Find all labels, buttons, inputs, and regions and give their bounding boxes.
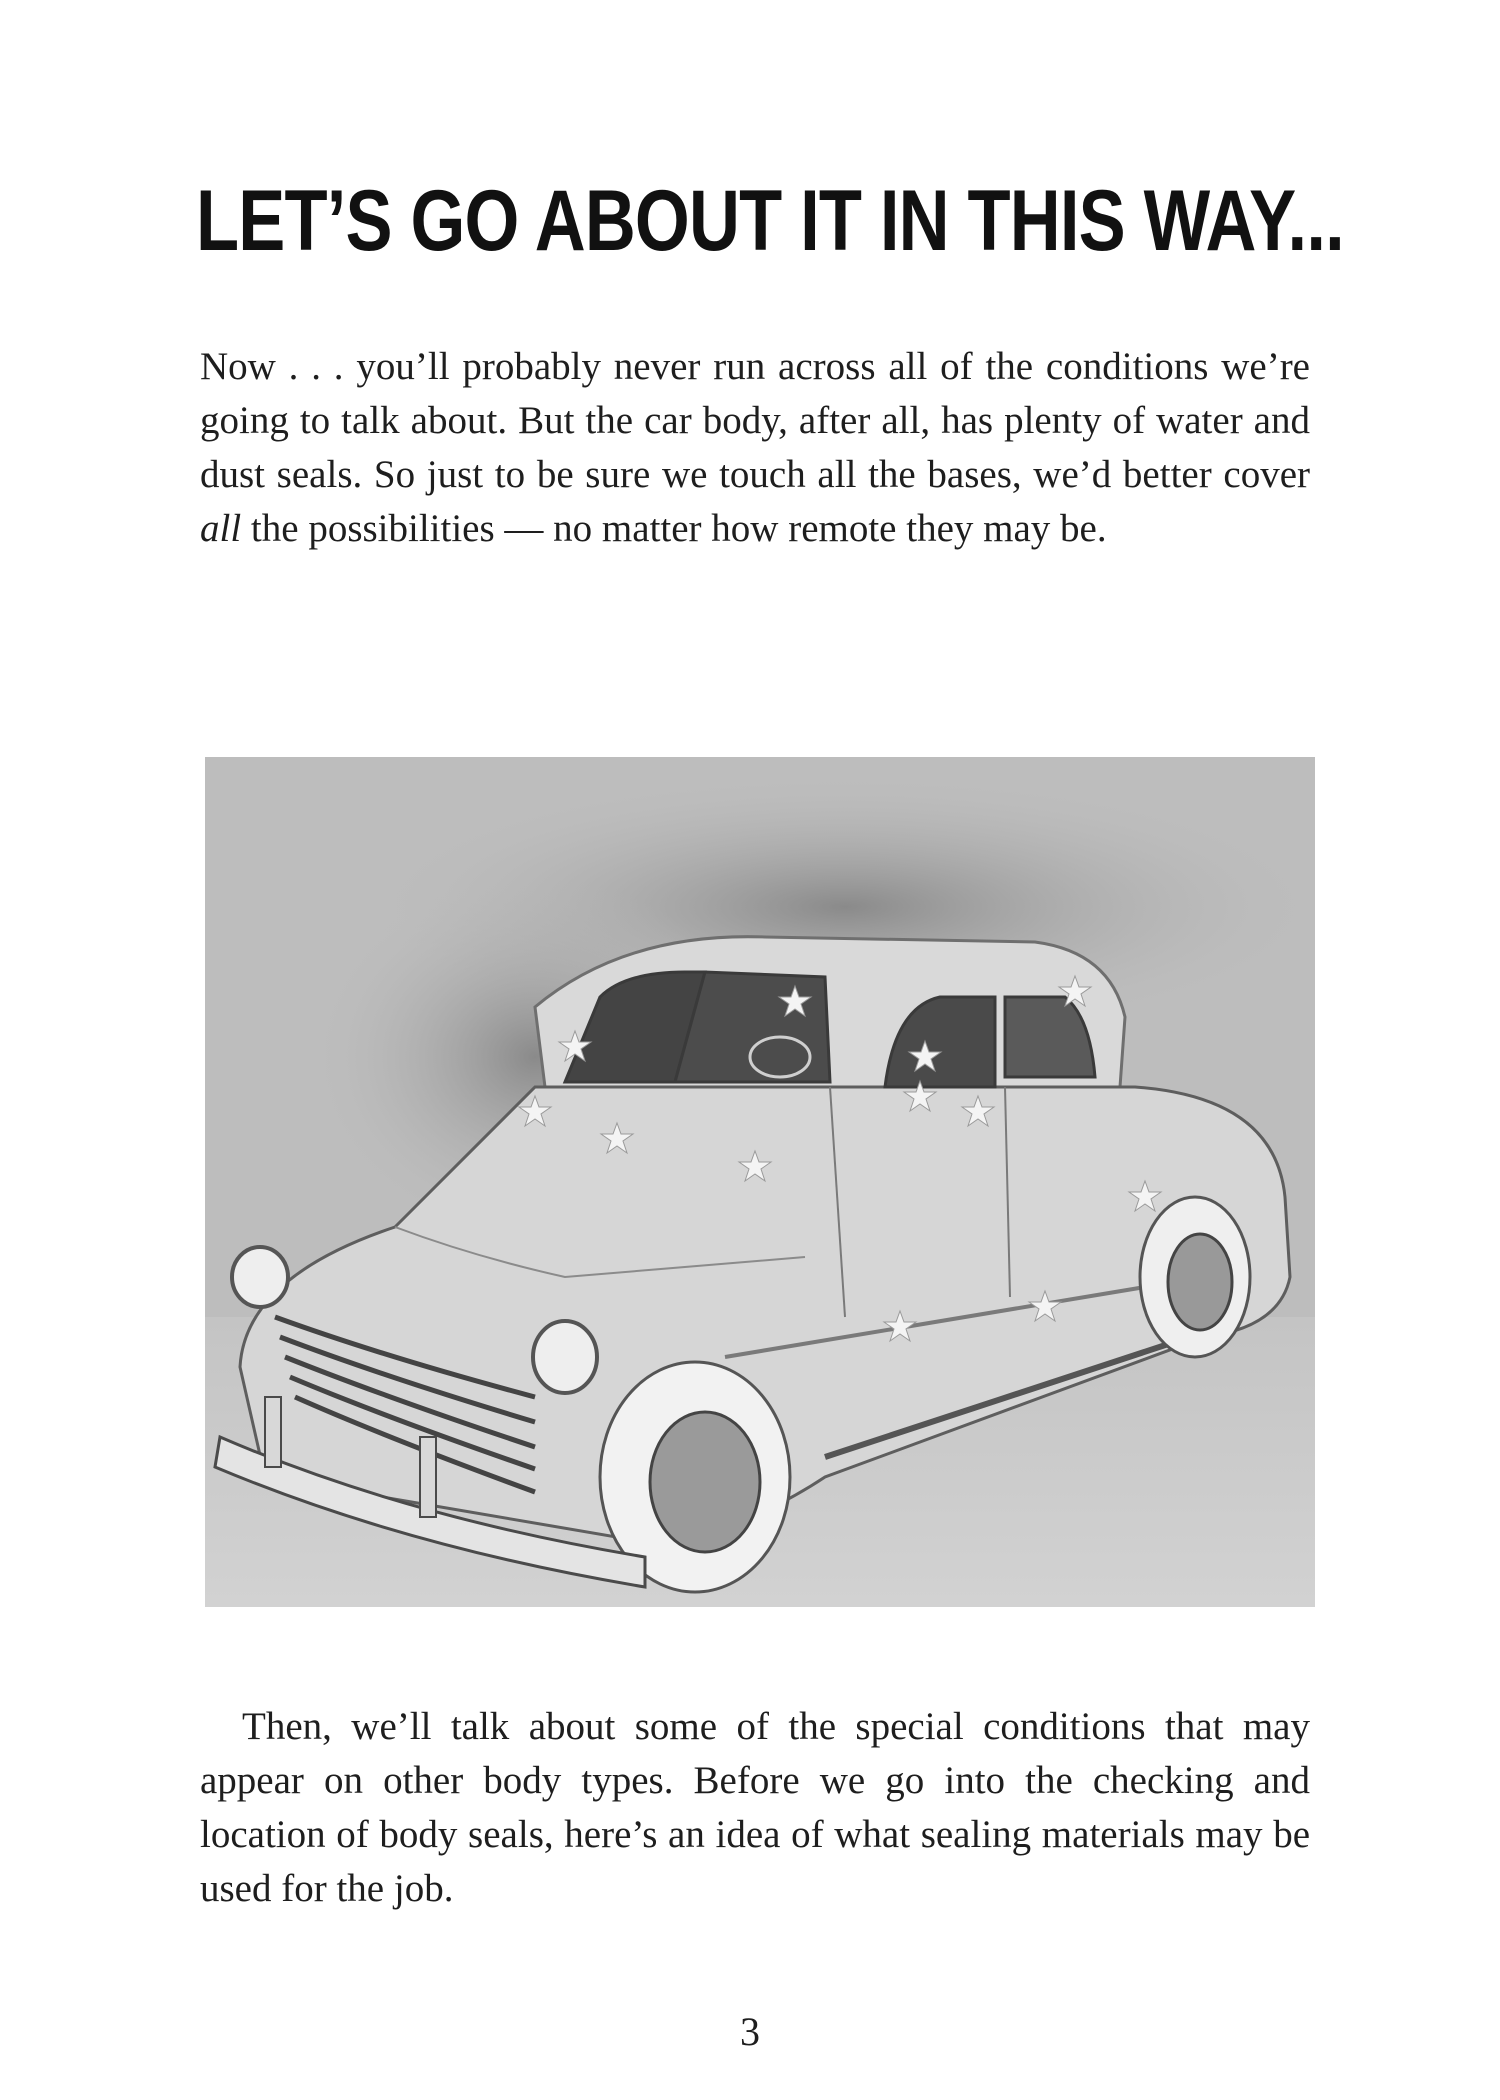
followup-paragraph: Then, we’ll talk about some of the special conditions that may appear on other body types. Before we go into the checking and location of body seals, here’s an idea of what sealing materials may be used for the job. bbox=[200, 1705, 1310, 1910]
page-number: 3 bbox=[740, 2009, 760, 2054]
intro-paragraph bbox=[200, 340, 1310, 556]
intro-text-tail: the possibilities — no matter how remote they may be. bbox=[250, 507, 1107, 550]
page-title: LET’S GO ABOUT IT IN THIS WAY... bbox=[196, 173, 1344, 269]
rear-hubcap bbox=[1168, 1234, 1232, 1330]
bumper-guard-right bbox=[420, 1437, 436, 1517]
car-illustration bbox=[205, 757, 1315, 1607]
intro-text: Now . . . you’ll probably never run across all of the conditions we’re going to talk about. But the car body, after all, has plenty of water and dust seals. So just to be sure we touch all the bases, we’d better cover bbox=[200, 345, 1310, 496]
right-headlight bbox=[533, 1321, 597, 1393]
intro-emphasis: all bbox=[200, 507, 242, 550]
bumper-guard-left bbox=[265, 1397, 281, 1467]
car-illustration-svg bbox=[205, 757, 1315, 1607]
front-hubcap bbox=[650, 1412, 760, 1552]
left-headlight bbox=[232, 1247, 288, 1307]
